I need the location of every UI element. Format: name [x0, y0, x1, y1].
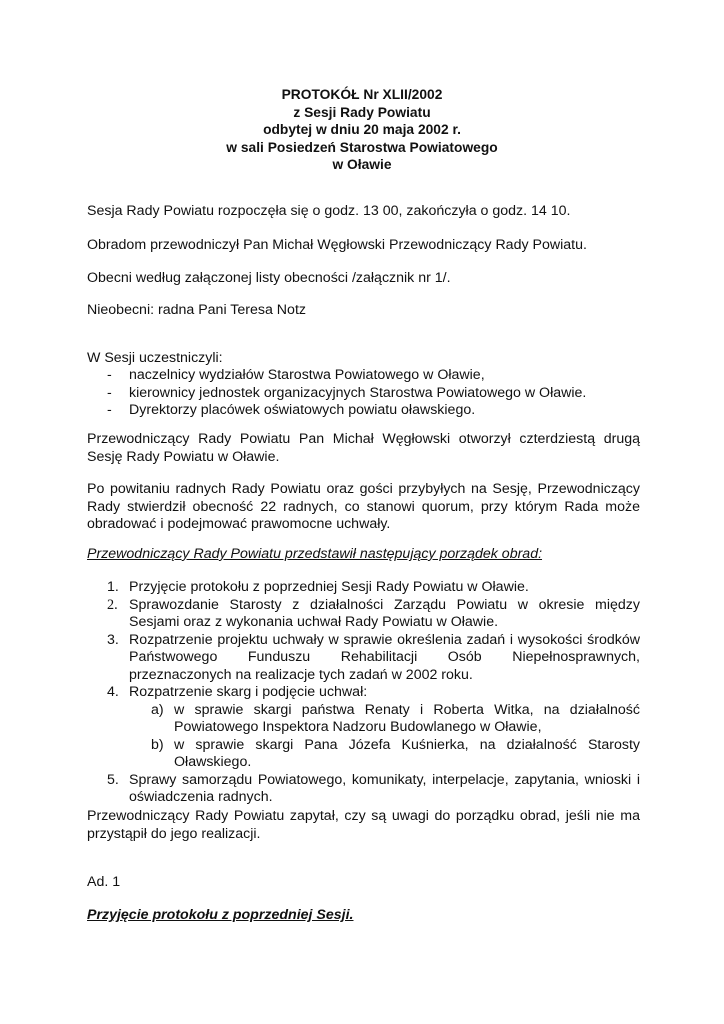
list-marker: - — [107, 384, 112, 401]
agenda-number: 2. — [107, 596, 118, 613]
paragraph-session-time: Sesja Rady Powiatu rozpoczęła się o godz. 13 00, zakończyła o godz. 14 10. — [87, 203, 571, 219]
list-marker: - — [107, 367, 112, 383]
agenda-item — [107, 579, 640, 597]
agenda-subitem — [129, 702, 640, 737]
agenda-text: Rozpatrzenie projektu uchwały w sprawie określenia zadań i wysokości środków Państwowego Funduszu Rehabilitacji Osób Niepełnosprawnych, przeznaczonych na realizacje tych zadań w 2002 roku. — [129, 631, 640, 683]
agenda-sub-letter: a) — [151, 701, 164, 718]
agenda-sub-text: w sprawie skargi państwa Renaty i Roberta Witka, na działalność Powiatowego Inspektora Nadzoru Budowlanego w Oławie, — [174, 701, 640, 735]
ad-label: Ad. 1 — [87, 874, 121, 890]
agenda-item — [107, 772, 640, 807]
participants-intro: W Sesji uczestniczyli: — [87, 350, 223, 366]
agenda-item — [107, 632, 640, 685]
list-item-text: Dyrektorzy placówek oświatowych powiatu oławskiego. — [129, 402, 476, 418]
agenda-heading-text: Przewodniczący Rady Powiatu przedstawił następujący porządek obrad: — [87, 546, 543, 562]
agenda-heading — [87, 546, 640, 564]
section-title-text: Przyjęcie protokołu z poprzedniej Sesji. — [87, 907, 354, 923]
session-venue: w sali Posiedzeń Starostwa Powiatowego — [226, 139, 498, 155]
list-item-text: naczelnicy wydziałów Starostwa Powiatowego w Oławie, — [129, 367, 485, 383]
participants-list — [87, 367, 640, 420]
list-item — [87, 367, 640, 385]
paragraph-chair: Obradom przewodniczył Pan Michał Węgłowski Przewodniczący Rady Powiatu. — [87, 237, 587, 253]
agenda-list — [107, 579, 640, 807]
agenda-sub-text: w sprawie skargi Pana Józefa Kuśnierka, na działalność Starosty Oławskiego. — [174, 736, 640, 770]
list-marker: - — [107, 402, 112, 418]
agenda-number: 1. — [107, 579, 119, 595]
agenda-number: 3. — [107, 631, 119, 648]
paragraph-remarks: Przewodniczący Rady Powiatu zapytał, czy są uwagi do porządku obrad, jeśli nie ma przystąpił do jego realizacji. — [87, 808, 640, 842]
protocol-number: PROTOKÓŁ Nr XLII/2002 — [281, 87, 443, 102]
agenda-number: 5. — [107, 771, 119, 788]
document-header — [0, 86, 724, 174]
paragraph-quorum: Po powitaniu radnych Rady Powiatu oraz gości przybyłych na Sesję, Przewodniczący Rady stwierdził obecność 22 radnych, co stanowi quorum, przy którym Rada może obradować i podejmować prawomocne uchwały. — [87, 481, 640, 532]
agenda-text: Przyjęcie protokołu z poprzedniej Sesji Rady Powiatu w Oławie. — [129, 579, 529, 595]
paragraph-opening: Przewodniczący Rady Powiatu Pan Michał Węgłowski otworzył czterdziestą drugą Sesję Rady Powiatu w Oławie. — [87, 431, 640, 465]
session-date: odbytej w dniu 20 maja 2002 r. — [263, 122, 461, 138]
section-title — [87, 907, 640, 925]
paragraph-absent: Nieobecni: radna Pani Teresa Notz — [87, 302, 306, 318]
agenda-text: Sprawy samorządu Powiatowego, komunikaty, interpelacje, zapytania, wnioski i oświadczenia radnych. — [129, 771, 640, 805]
agenda-number: 4. — [107, 684, 119, 700]
agenda-text: Rozpatrzenie skarg i podjęcie uchwał: — [129, 684, 368, 700]
agenda-subitem — [129, 737, 640, 772]
agenda-item — [107, 684, 640, 772]
session-name: z Sesji Rady Powiatu — [293, 104, 431, 120]
list-item — [87, 402, 640, 420]
agenda-item — [107, 597, 640, 632]
list-item — [87, 385, 640, 403]
session-city: w Oławie — [332, 157, 392, 173]
agenda-sub-letter: b) — [151, 736, 164, 753]
agenda-text: Sprawozdanie Starosty z działalności Zarządu Powiatu w okresie między Sesjami oraz z wykonania uchwał Rady Powiatu w Oławie. — [129, 596, 640, 630]
paragraph-present: Obecni według załączonej listy obecności /załącznik nr 1/. — [87, 270, 451, 286]
list-item-text: kierownicy jednostek organizacyjnych Starostwa Powiatowego w Oławie. — [129, 384, 587, 401]
